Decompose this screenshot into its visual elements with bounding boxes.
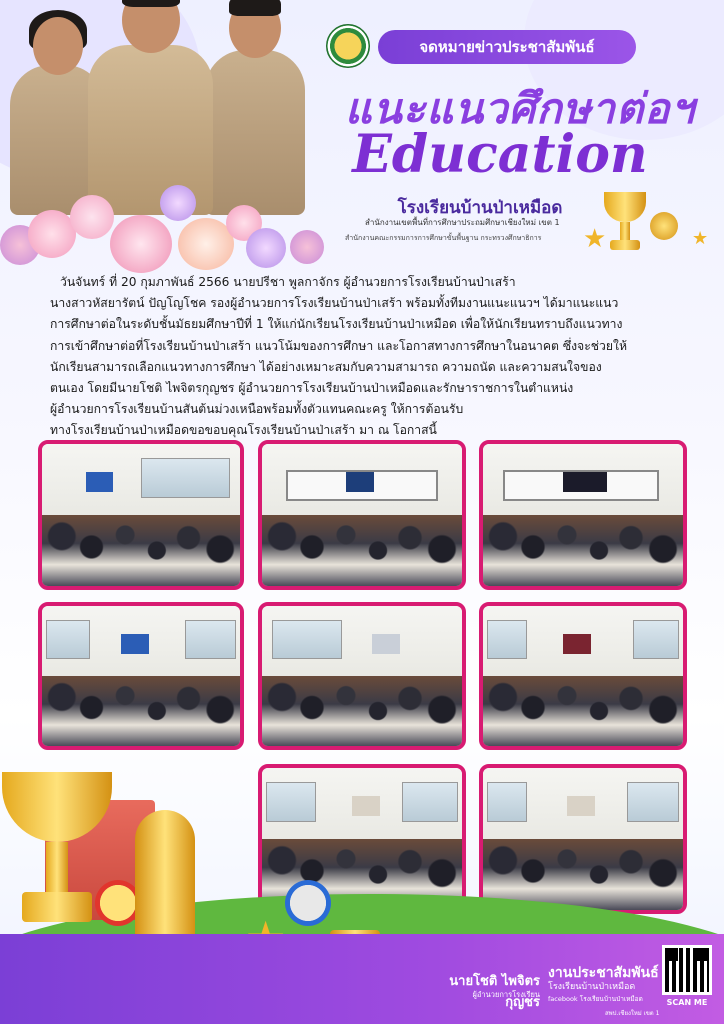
body-line: นางสาวหัสยารัตน์ ปัญโญโชค รองผู้อำนวยการโรงเรียนบ้านป่าเสร้า พร้อมทั้งทีมงานแนะแนวฯ ได้มาแนะแนว: [50, 296, 619, 311]
director-name: นายโชติ ไพจิตรกุญชร: [449, 974, 540, 1010]
qr-code-icon[interactable]: [662, 945, 712, 995]
star-icon: ★: [583, 224, 607, 254]
body-line: ทางโรงเรียนบ้านป่าเหมือดขอขอบคุณโรงเรียนบ้านป่าเสร้า มา ณ โอกาสนี้: [50, 423, 437, 438]
page-title: แนะแนวศึกษาต่อฯ: [344, 84, 696, 133]
scan-me-label: SCAN ME: [666, 998, 708, 1007]
medal-icon: [650, 212, 678, 240]
school-logo-icon: [326, 24, 370, 68]
page-subtitle: Education: [352, 124, 648, 185]
flower-icon: [290, 230, 324, 264]
pr-school: โรงเรียนบ้านป่าเหมือด: [548, 982, 636, 992]
event-photo: [258, 440, 466, 590]
event-photo: [258, 602, 466, 750]
school-name: โรงเรียนบ้านป่าเหมือด: [397, 198, 563, 218]
pr-title: งานประชาสัมพันธ์: [548, 965, 659, 981]
flower-icon: [70, 195, 114, 239]
event-photo: [38, 602, 244, 750]
body-line: ตนเอง โดยมีนายโชติ ไพจิตรกุญชร ผู้อำนวยการโรงเรียนบ้านป่าเหมือดและรักษาราชการในตำแหน่ง: [50, 381, 574, 396]
newsletter-label: จดหมายข่าวประชาสัมพันธ์: [378, 30, 636, 64]
flower-icon: [160, 185, 196, 221]
flower-icon: [110, 215, 172, 273]
office-line-1: สำนักงานเขตพื้นที่การศึกษาประถมศึกษาเชียงใหม่ เขต 1: [365, 218, 560, 227]
body-line: วันจันทร์ ที่ 20 กุมภาพันธ์ 2566 นายปรีชา พูลกาจักร ผู้อำนวยการโรงเรียนบ้านป่าเสร้า: [60, 275, 516, 289]
event-photo: [479, 440, 687, 590]
flower-icon: [28, 210, 76, 258]
event-photo: [38, 440, 244, 590]
trophy-icon: [600, 192, 650, 262]
body-line: นักเรียนสามารถเลือกแนวทางการศึกษา ได้อย่างเหมาะสมกับความสามารถ ความถนัด และความสนใจของ: [50, 359, 602, 374]
facebook-link[interactable]: facebook โรงเรียนบ้านป่าเหมือด: [548, 995, 643, 1003]
article-body: [50, 272, 690, 442]
event-photo: [479, 602, 687, 750]
body-line: การเข้าศึกษาต่อที่โรงเรียนบ้านป่าเสร้า แนวโน้มของการศึกษา และโอกาสทางการศึกษาในอนาคต ซึ่งจะช่วยให้: [50, 338, 627, 353]
body-line: การศึกษาต่อในระดับชั้นมัธยมศึกษาปีที่ 1 ให้แก่นักเรียนโรงเรียนบ้านป่าเหมือด เพื่อให้นักเรียนทราบถึงแนวทาง: [50, 317, 623, 332]
medal-icon: [285, 880, 331, 926]
director-role: ผู้อำนวยการโรงเรียน: [472, 990, 540, 999]
event-photo: [479, 764, 687, 914]
flower-icon: [246, 228, 286, 268]
office-short: สพป.เชียงใหม่ เขต 1: [605, 1010, 660, 1017]
star-icon: ★: [692, 228, 709, 249]
office-line-2: สำนักงานคณะกรรมการการศึกษาขั้นพื้นฐาน กระทรวงศึกษาธิการ: [345, 234, 542, 242]
flower-decoration: [0, 180, 350, 270]
body-line: ผู้อำนวยการโรงเรียนบ้านสันต้นม่วงเหนือพร้อมทั้งตัวแทนคณะครู ให้การต้อนรับ: [50, 402, 464, 417]
